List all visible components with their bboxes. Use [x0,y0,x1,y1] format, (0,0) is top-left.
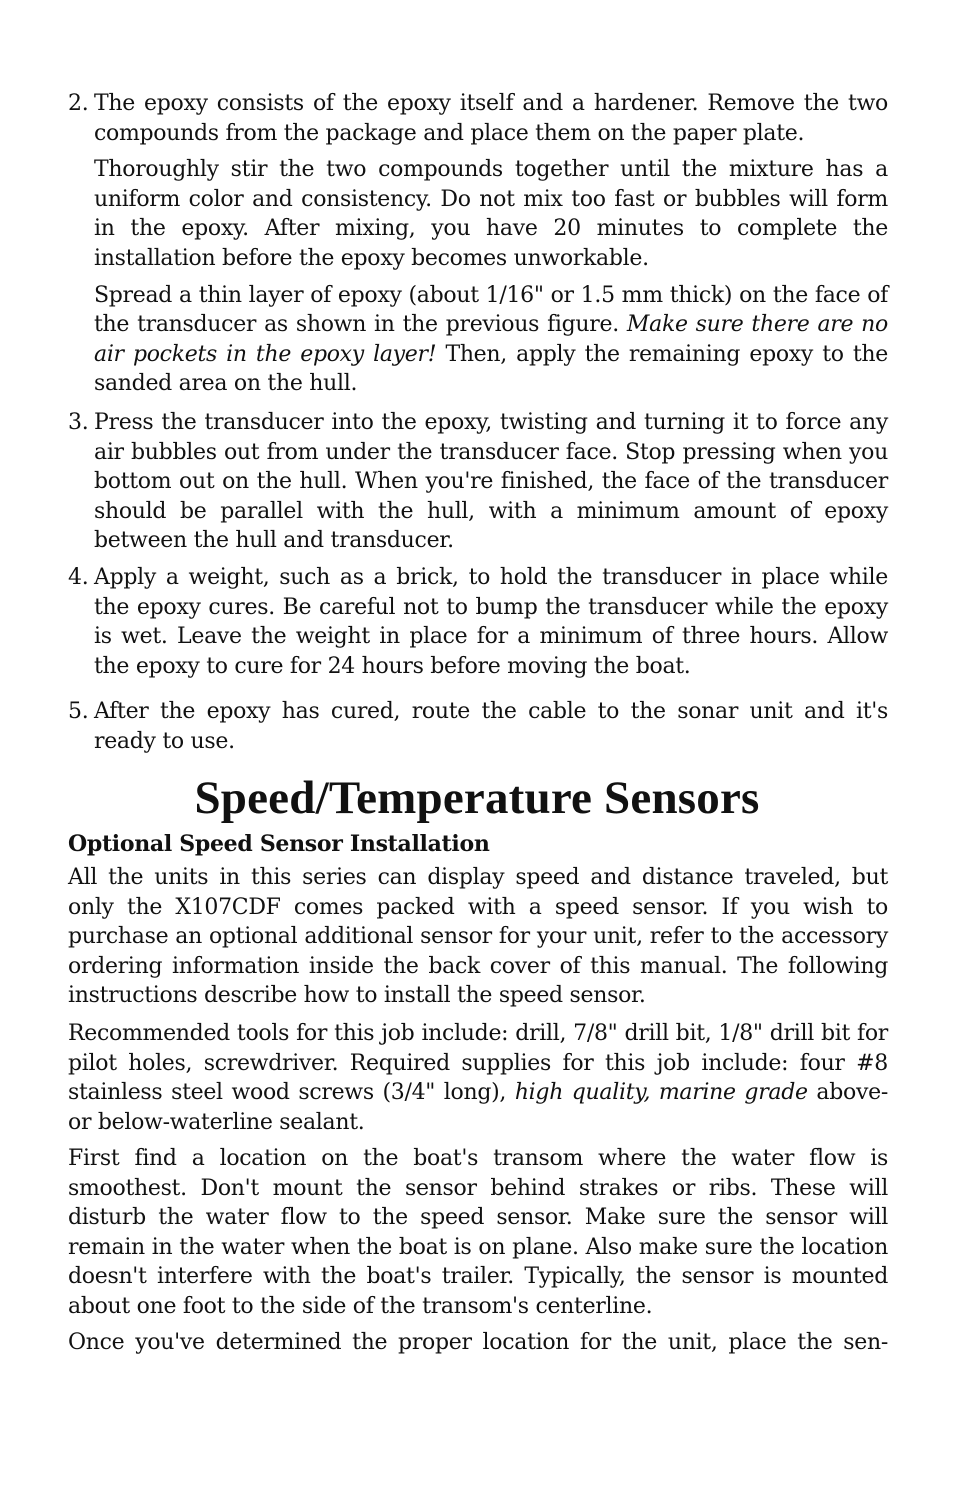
step-content [94,697,888,756]
emphasis-text: high quality, marine grade [514,1080,808,1106]
step-3 [68,408,888,556]
step-paragraph: Apply a weight, such as a brick, to hold the transducer in place while the epoxy cures. Be careful not to bump the transducer while the epoxy is wet. Leave the weight in place for a minimum of three hours. Allow the epoxy to cure for 24 hours before moving the boat. [94,565,888,679]
subsection-title: Optional Speed Sensor Installation [68,831,490,857]
text-run: above- or below-waterline sealant. [68,1080,888,1135]
text-run: Spread a thin layer of epoxy (about 1/16" or 1.5 mm thick) on the face of the transducer as shown in the previous figure. [94,282,888,338]
emphasis-text: Make sure there are no air pockets in the epoxy layer! [94,312,888,367]
step-paragraph: Press the transducer into the epoxy, twisting and turning it to force any air bubbles out from under the transducer face. Stop pressing when you bottom out on the hull. When you're finished, the face of the transducer should be parallel with the hull, with a minimum amount of epoxy between the hull and transducer. [94,410,888,554]
step-paragraph: Thoroughly stir the two compounds together until the mixture has a uniform color and consistency. Do not mix too fast or bubbles will form in the epoxy. After mixing, you have 20 minutes to complete the installation before the epoxy becomes unworkable. [94,157,888,271]
step-number: 2. [68,91,89,116]
step-number: 3. [68,410,89,435]
section-title: Speed/Temperature Sensors [194,772,760,824]
step-content [94,563,888,681]
step-4 [68,563,888,681]
step-number: 4. [68,565,89,590]
body-paragraph: All the units in this series can display speed and distance traveled, but only the X107CDF comes packed with a speed sensor. If you wish to purchase an optional additional sensor for your unit, refer to the accessory ordering information inside the back cover of this manual. The following instructions describe how to install the speed sensor. [68,865,888,1009]
step-paragraph: After the epoxy has cured, route the cable to the sonar unit and it's ready to use. [94,699,888,754]
step-content [94,89,888,399]
text-run: Then, apply the remaining epoxy to the sanded area on the hull. [94,341,889,397]
body-paragraph: First find a location on the boat's transom where the water flow is smoothest. Don't mount the sensor behind strakes or ribs. These will disturb the water flow to the speed sensor. Make sure the sensor will remain in the water when the boat is on plane. Also make sure the location doesn't interfere with the boat's trailer. Typically, the sensor is mounted about one foot to the side of the transom's centerline. [68,1146,888,1319]
text-run: Recommended tools for this job include: drill, 7/8" drill bit, 1/8" drill bit for pilot holes, screwdriver. Required supplies for this job include: four #8 stainless steel wood screws (3/4" long), [68,1021,888,1106]
step-2 [68,89,888,399]
body-paragraph [68,1019,888,1137]
step-5 [68,697,888,756]
step-paragraph [94,281,888,399]
body-paragraph: Once you've determined the proper location for the unit, place the sen- [68,1330,888,1355]
step-number: 5. [68,699,89,724]
step-paragraph: The epoxy consists of the epoxy itself and a hardener. Remove the two compounds from the package and place them on the paper plate. [94,91,888,146]
step-content [94,408,888,556]
